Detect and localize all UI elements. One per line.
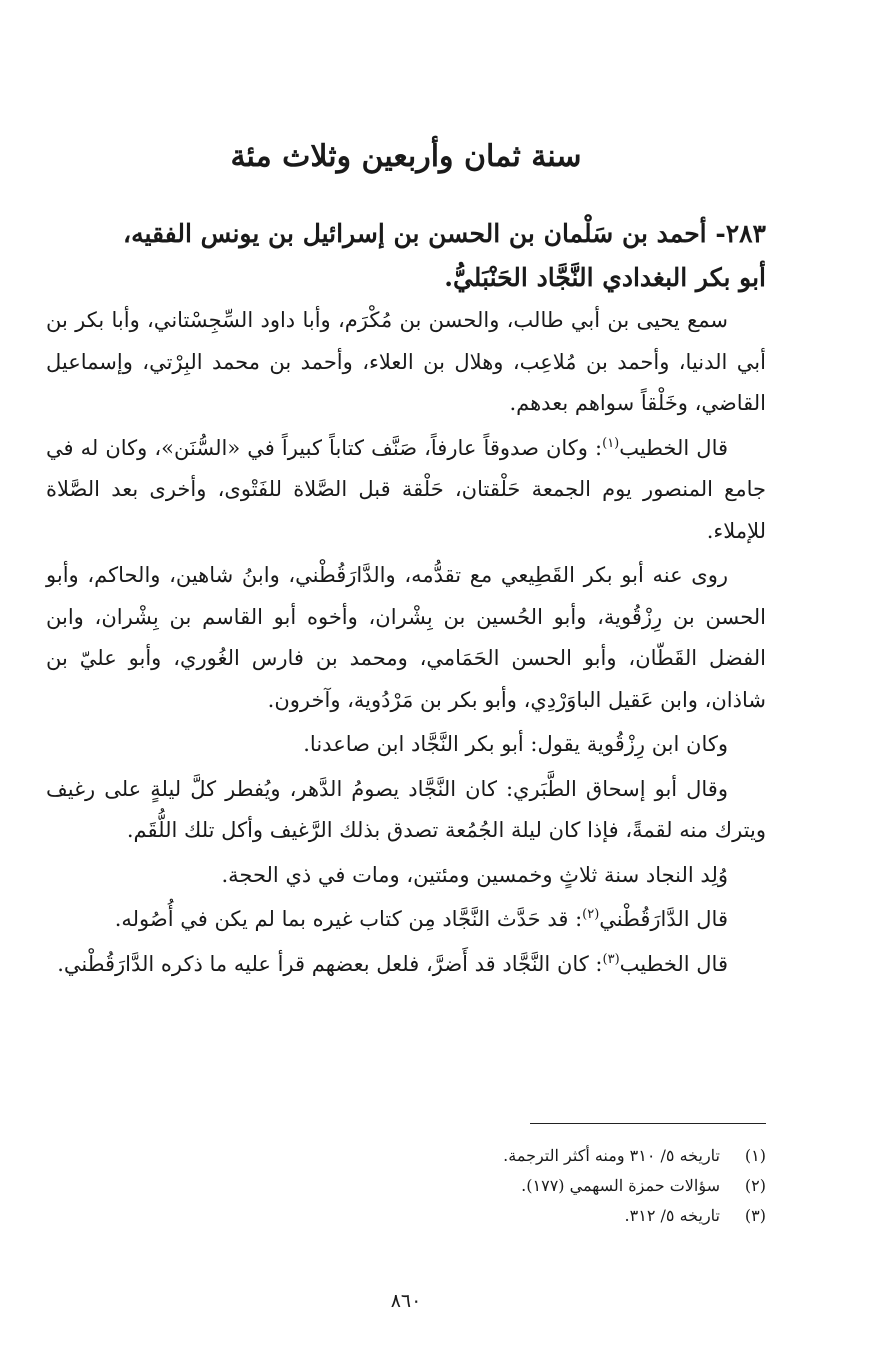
footnote-number: (٣) [744, 1206, 766, 1225]
paragraph-text: قال الدَّارَقُطْني [599, 907, 728, 931]
paragraph-3 [46, 555, 766, 721]
paragraph-4 [46, 724, 766, 766]
footnote-ref-3: (٣) [602, 951, 620, 967]
footnote-number: (٢) [744, 1176, 766, 1195]
page-number: ٨٦٠ [390, 1290, 422, 1312]
paragraph-text: روى عنه أبو بكر القَطِيعي مع تقدُّمه، والدَّارَقُطْني، وابنُ شاهين، والحاكم، وأبو الحسن بن رِزْقُوية، وأبو الحُسين بن بِشْران، وأخوه أبو القاسم بن بِشْران، وابن الفضل القَطّان، وأبو الحسن الحَمَامي، ومحمد بن فارس الغُوري، وأبو عليّ بن شاذان، وابن عَقيل الباوَرْدِي، وأبو بكر بن مَرْدُوية، وآخرون. [46, 563, 766, 712]
paragraph-text: : وكان صدوقاً عارفاً، صَنَّف كتاباً كبيراً في «السُّنَن»، وكان له في جامع المنصور يوم الجمعة حَلْقتان، حَلْقة قبل الصَّلاة للفَتْوى، وأخرى بعد الصَّلاة للإملاء. [46, 435, 766, 543]
paragraph-7 [46, 899, 766, 941]
entry-body [46, 300, 766, 988]
paragraph-text: وقال أبو إسحاق الطَّبَري: كان النَّجَّاد يصومُ الدَّهر، ويُفطر كلَّ ليلةٍ على رغيف ويترك منه لقمةً، فإذا كان ليلة الجُمُعة تصدق بذلك الرَّغيف وأكل تلك اللُّقَم. [46, 776, 766, 842]
footnotes [46, 1141, 766, 1231]
chapter-title: سنة ثمان وأربعين وثلاث مئة [230, 139, 582, 174]
footnote-item [46, 1141, 766, 1171]
footnote-text: تاريخه ٥/ ٣١٢. [624, 1206, 720, 1225]
paragraph-text: : قد حَدَّث النَّجَّاد مِن كتاب غيره بما لم يكن في أُصُوله. [114, 907, 583, 931]
paragraph-1 [46, 300, 766, 425]
paragraph-text: : كان النَّجَّاد قد أَضرَّ، فلعل بعضهم قرأ عليه ما ذكره الدَّارَقُطْني. [57, 951, 603, 976]
paragraph-text: وُلِد النجاد سنة ثلاثٍ وخمسين ومئتين، ومات في ذي الحجة. [221, 862, 728, 887]
entry-heading-line-1: ٢٨٣- أحمد بن سَلْمان بن الحسن بن إسرائيل بن يونس الفقيه، [123, 219, 766, 248]
paragraph-8 [46, 944, 766, 986]
paragraph-text: وكان ابن رِزْقُوية يقول: أبو بكر النَّجَّاد ابن صاعدنا. [303, 732, 728, 756]
paragraph-text: قال الخطيب [619, 435, 729, 460]
paragraph-2 [46, 428, 766, 553]
paragraph-5 [46, 769, 766, 852]
book-page [46, 0, 766, 1371]
paragraph-text: قال الخطيب [619, 951, 728, 976]
footnote-number: (١) [744, 1146, 766, 1165]
footnote-ref-1: (١) [602, 435, 620, 451]
entry-heading-line-2: أبو بكر البغدادي النَّجَّاد الحَنْبَليُّ. [444, 263, 766, 292]
footnote-ref-2: (٢) [582, 907, 600, 922]
footnote-item [46, 1171, 766, 1201]
paragraph-6 [46, 855, 766, 897]
paragraph-text: سمع يحيى بن أبي طالب، والحسن بن مُكْرَم، وأبا داود السِّجِسْتاني، وأبا بكر بن أبي الدنيا، وأحمد بن مُلاعِب، وهلال بن العلاء، وأحمد بن محمد البِرْتي، وإسماعيل القاضي، وخَلْقاً سواهم بعدهم. [46, 308, 766, 415]
footnote-divider [530, 1123, 766, 1124]
footnote-text: سؤالات حمزة السهمي (١٧٧). [521, 1176, 720, 1195]
footnote-text: تاريخه ٥/ ٣١٠ ومنه أكثر الترجمة. [503, 1146, 720, 1165]
entry-heading [46, 212, 766, 300]
footnote-item [46, 1201, 766, 1231]
